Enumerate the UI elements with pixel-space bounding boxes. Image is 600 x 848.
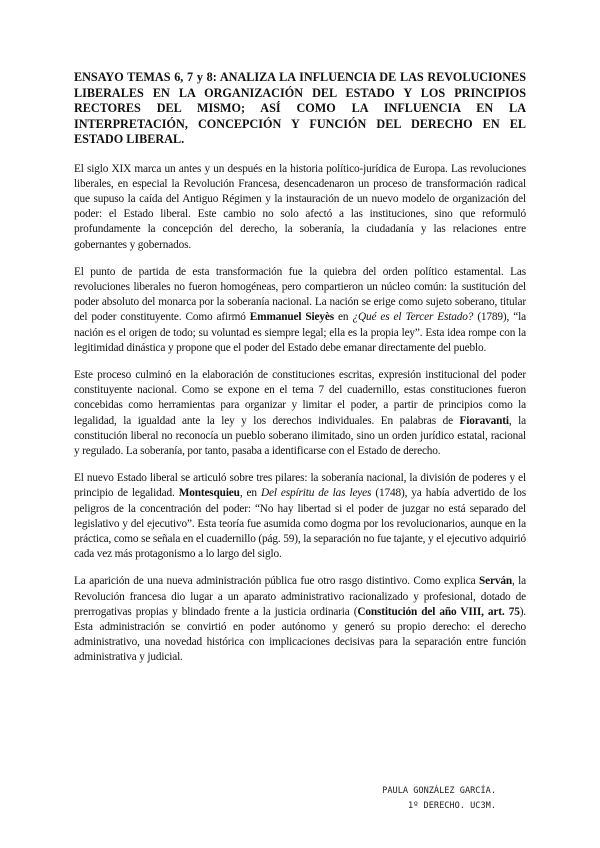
author-name-montesquieu: Montesquieu	[178, 487, 240, 500]
paragraph-5	[74, 574, 526, 665]
author-name-fioravanti: Fioravanti	[459, 414, 509, 427]
paragraph-3-text-a: Este proceso culminó en la elaboración de constituciones escritas, expresión institucional del poder constituyente nacional. Como se expone en el tema 7 del cuadernillo, estas constituciones fueron concebidas como herramientas para organizar y limitar el poder, a partir de principios como la legalidad, la igualdad ante la ley y los derechos individuales. En palabras de	[74, 368, 526, 427]
title-lead: ENSAYO TEMAS 6, 7 y 8:	[74, 70, 217, 84]
paragraph-5-text-c: ). Esta administración se convirtió en poder autónomo y generó su propio derecho: el derecho administrativo, una novedad histórica con implicaciones decisivas para la separación entre función administrativa y judicial.	[74, 605, 526, 664]
author-name-sieyes: Emmanuel Sieyès	[249, 311, 334, 324]
document-body	[74, 70, 526, 678]
paragraph-2	[74, 265, 526, 356]
author-name-servan: Serván	[478, 575, 512, 588]
paragraph-2-text-c: (1789), “la nación es el origen de todo; su voluntad es siempre legal; ella es la propia ley”. Esta idea rompe con la legitimidad dinástica y propone que el poder del Estado debe emanar directamente del pueblo.	[74, 311, 526, 354]
constitution-reference: Constitución del año VIII, art. 75	[357, 605, 520, 618]
paragraph-4-text-c: (1748), ya había advertido de los peligros de la concentración del poder: “No hay libertad si el poder de juzgar no está separado del legislativo y del ejecutivo”. Esta teoría fue asumida como dogma por los revolucionarios, aunque en la práctica, como se señala en el cuadernillo (pág. 59), la separación no fue tajante, y el ejecutivo adquirió cada vez más protagonismo a lo largo del siglo.	[74, 487, 526, 561]
paragraph-1: El siglo XIX marca un antes y un después en la historia político-jurídica de Europa. Las revoluciones liberales, en especial la Revolución Francesa, desencadenaron un proceso de transformación radical que supuso la caída del Antiguo Régimen y la instauración de un nuevo modelo de organización del poder: el Estado liberal. Este cambio no solo afectó a las instituciones, sino que reformuló profundamente la concepción del derecho, la soberanía, la ciudadanía y las relaciones entre gobernantes y gobernados.	[74, 162, 526, 251]
paragraph-3	[74, 368, 526, 459]
author-signature: PAULA GONZÁLEZ GARCÍA.	[382, 786, 496, 796]
paragraph-2-text-b: en	[333, 311, 353, 324]
paragraph-4	[74, 471, 526, 562]
paragraph-5-text-a: La aparición de una nueva administración pública fue otro rasgo distintivo. Como explica	[74, 575, 479, 588]
paragraph-4-text-b: , en	[239, 487, 261, 500]
title-text: ANALIZA LA INFLUENCIA DE LAS REVOLUCIONES LIBERALES EN LA ORGANIZACIÓN DEL ESTADO Y LOS PRINCIPIOS RECTORES DEL MISMO; ASÍ COMO LA INFLUENCIA EN LA INTERPRETACIÓN, CONCEPCIÓN Y FUNCIÓN DEL DERECHO EN EL ESTADO LIBERAL.	[74, 70, 526, 146]
work-title-espiritu-leyes: Del espíritu de las leyes	[260, 487, 372, 500]
paragraph-2-text-a: El punto de partida de esta transformación fue la quiebra del orden político estamental. Las revoluciones liberales no fueron homogéneas, pero compartieron un núcleo común: la sustitución del poder absoluto del monarca por la soberanía nacional. La nación se erige como sujeto soberano, titular del poder constituyente. Como afirmó	[74, 265, 526, 324]
paragraph-3-text-b: , la constitución liberal no reconocía un pueblo soberano ilimitado, sino un orden jurídico estatal, racional y regulado. La soberanía, por tanto, pasaba a identificarse con el Estado de derecho.	[74, 414, 526, 457]
paragraph-5-text-b: , la Revolución francesa dio lugar a un aparato administrativo racionalizado y profesional, dotado de prerrogativas propias y blindado frente a la justicia ordinaria (	[74, 575, 526, 618]
essay-title	[74, 70, 526, 148]
work-title-tercer-estado: ¿Qué es el Tercer Estado?	[352, 311, 474, 324]
paragraph-4-text-a: El nuevo Estado liberal se articuló sobre tres pilares: la soberanía nacional, la división de poderes y el principio de legalidad.	[74, 472, 526, 500]
course-label: 1º DERECHO. UC3M.	[408, 801, 496, 811]
signature-block	[382, 784, 496, 814]
